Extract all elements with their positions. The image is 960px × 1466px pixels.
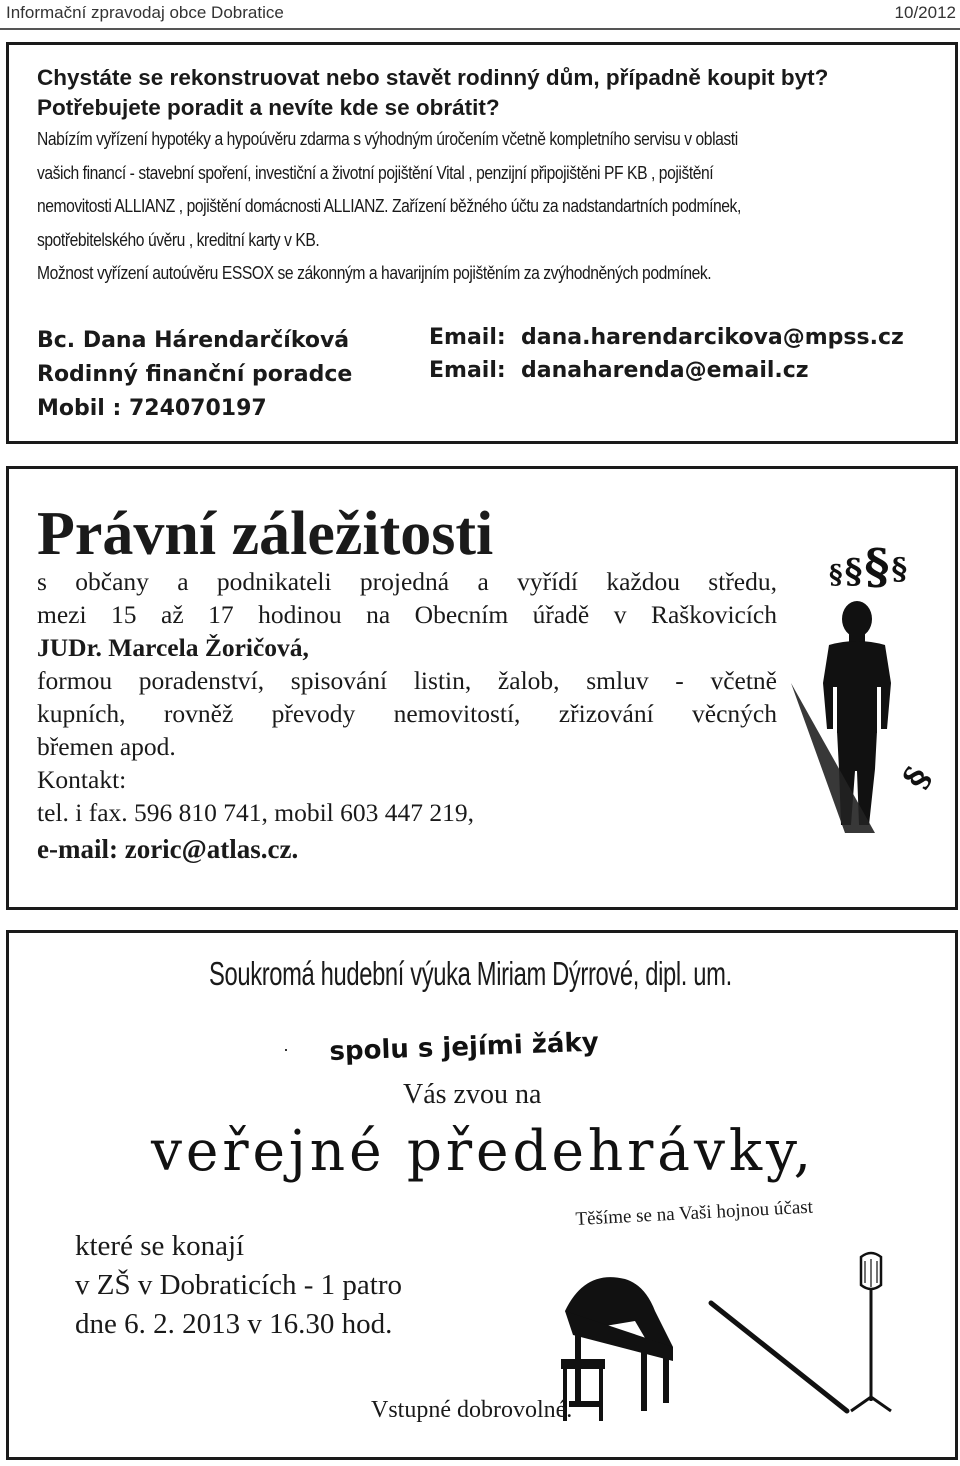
thinking-man-figure-icon: [785, 533, 955, 833]
legal-email[interactable]: e-mail: zoric@atlas.cz.: [37, 834, 299, 864]
music-advert-box: [6, 930, 958, 1460]
legal-line-2: mezi 15 až 17 hodinou na Obecním úřadě v Raškovicích: [37, 600, 777, 629]
advisor-email-2[interactable]: Email: danaharenda@email.cz: [429, 358, 809, 383]
finance-headline-line-1: Chystáte se rekonstruovat nebo stavět rodinný dům, případně koupit byt?: [37, 65, 829, 90]
finance-body-line: nemovitosti ALLIANZ , pojištění domácnosti ALLIANZ. Zařízení běžného účtu za nadstandartních podmínek,: [37, 196, 741, 217]
stray-dot: [285, 1049, 287, 1051]
welcome-text: Těšíme se na Vaši hojnou účast: [575, 1196, 814, 1230]
finance-advert-box: [6, 42, 958, 444]
advisor-role: Rodinný finanční poradce: [37, 362, 353, 387]
advisor-mobile: Mobil : 724070197: [37, 396, 267, 421]
finance-body-line: Nabízím vyřízení hypotéky a hypoúvěru zdarma s výhodným úročením včetně kompletního servisu v oblasti: [37, 129, 738, 149]
invite-text: Vás zvou na: [403, 1079, 542, 1110]
contact-label: Kontakt:: [37, 765, 127, 794]
event-title: veřejné předehrávky,: [151, 1119, 816, 1184]
event-details: [75, 1227, 402, 1344]
event-details-line-2: v ZŠ v Dobraticích - 1 patro: [75, 1269, 402, 1301]
legal-line-1: s občany a podnikateli projedná a vyřídí každou středu,: [37, 567, 777, 596]
advisor-emails: [429, 321, 904, 387]
event-details-line-1: které se konají: [75, 1230, 245, 1262]
legal-line-3: formou poradenství, spisování listin, žalob, smluv - včetně: [37, 666, 777, 695]
entry-fee-text: Vstupné dobrovolné.: [371, 1397, 573, 1423]
finance-body-line: vašich financí - stavební spoření, investiční a životní pojištění Vital , penzijní připojištěni PF KB , pojištění: [37, 162, 714, 183]
paragraph-symbol-small-icon: §: [895, 760, 940, 796]
event-details-line-3: dne 6. 2. 2013 v 16.30 hod.: [75, 1308, 393, 1340]
finance-body-line: Možnost vyřízení autoúvěru ESSOX se zákonným a havarijním pojištěním za zvýhodněných podmínek.: [37, 263, 712, 284]
legal-title: Právní záležitosti: [37, 500, 494, 568]
finance-headline: [37, 63, 828, 123]
legal-line-5: břemen apod.: [37, 732, 176, 761]
legal-body-text: [37, 565, 777, 866]
legal-line-4: kupních, rovněž převody nemovitostí, zřizování věcných: [37, 699, 777, 728]
advisor-name: Bc. Dana Hárendarčíková: [37, 328, 350, 353]
legal-phone: tel. i fax. 596 810 741, mobil 603 447 219,: [37, 798, 475, 827]
issue-number: 10/2012: [894, 3, 956, 22]
finance-body-line: spotřebitelského úvěru , kreditní karty v KB.: [37, 229, 320, 250]
finance-body-text: [37, 123, 937, 291]
advisor-email-1[interactable]: Email: dana.harendarcikova@mpss.cz: [429, 325, 904, 350]
lawyer-name: JUDr. Marcela Žoričová,: [37, 633, 309, 662]
legal-advert-box: [6, 466, 958, 910]
advisor-contact: [37, 324, 352, 426]
piano-clipart-icon: [545, 1251, 945, 1451]
page-header: [0, 0, 960, 30]
finance-headline-line-2: Potřebujete poradit a nevíte kde se obrátit?: [37, 95, 500, 120]
music-school-title: Soukromá hudební výuka Miriam Dýrrové, dipl. um.: [209, 955, 732, 992]
together-with-students: spolu s jejími žáky: [329, 1027, 600, 1067]
paragraph-symbols-icon: §§§§: [829, 539, 908, 595]
newsletter-title: Informační zpravodaj obce Dobratice: [6, 3, 284, 22]
